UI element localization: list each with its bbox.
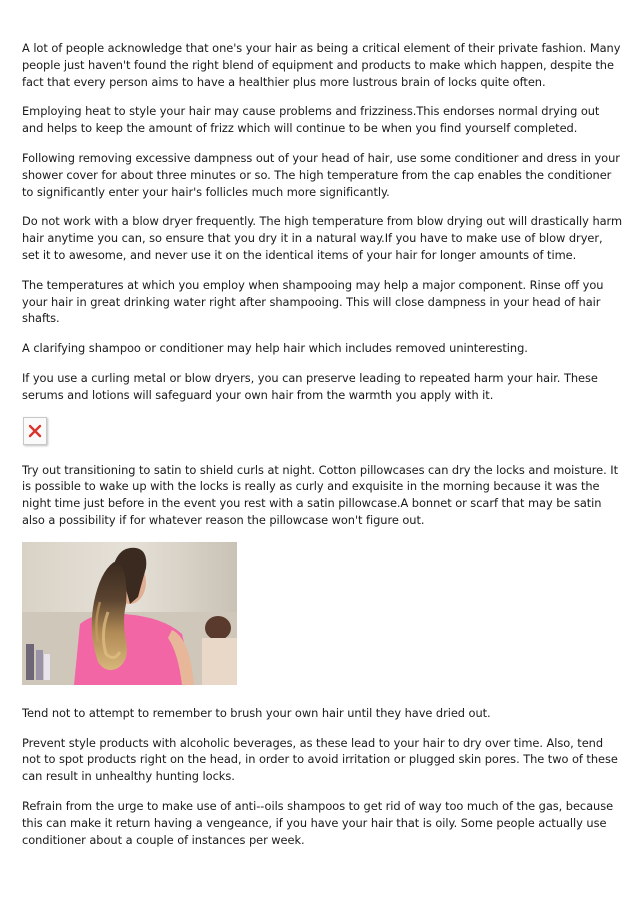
- paragraph-5: The temperatures at which you employ when shampooing may help a major component. Rinse off you your hair in great drinking water right after shampooing. This will close dampness in your head of hair shafts.: [22, 277, 604, 326]
- document-page: [22, 40, 622, 861]
- paragraph-4: Do not work with a blow dryer frequently. The high temperature from blow drying out will drastically harm hair anytime you can, so ensure that you dry it in a natural way.If you have to make use of blow dryer, set it to awesome, and never use it on the identical items of your hair for longer amounts of time.: [22, 214, 623, 262]
- broken-image-x-icon: [28, 424, 42, 438]
- woman-ombre-hair-photo: [22, 542, 237, 685]
- paragraph-8: Try out transitioning to satin to shield curls at night. Cotton pillowcases can dry the locks and moisture. It is possible to wake up with the locks is really as curly and exquisite in the morning because it was the night time just before in the event you rest with a satin pillowcase.A bonnet or scarf that may be satin also a possibility if for whatever reason the pillowcase won't figure out.: [22, 462, 618, 527]
- paragraph-7: If you use a curling metal or blow dryers, you can preserve leading to repeated harm your hair. These serums and lotions will safeguard your own hair from the warmth you apply with it.: [22, 370, 598, 402]
- paragraph-3: Following removing excessive dampness out of your head of hair, use some conditioner and dress in your shower cover for about three minutes or so. The high temperature from the cap enables the conditioner to significantly enter your hair's follicles much more significantly.: [22, 150, 620, 199]
- paragraph-1: A lot of people acknowledge that one's your hair as being a critical element of their private fashion. Many people just haven't found the right blend of equipment and products to make which happen, despite the fact that every person aims to have a healthier plus more lustrous brain of locks quite often.: [22, 41, 621, 89]
- paragraph-9: Tend not to attempt to remember to brush your own hair until they have dried out.: [22, 705, 491, 720]
- paragraph-10: Prevent style products with alcoholic beverages, as these lead to your hair to dry over time. Also, tend not to spot products right on the head, in order to avoid irritation or plugged skin pores. The two of these can result in unhealthy hunting locks.: [22, 735, 618, 784]
- paragraph-2: Employing heat to style your hair may cause problems and frizziness.This endorses normal drying out and helps to keep the amount of frizz which will continue to be when you find yourself completed.: [22, 104, 600, 136]
- paragraph-11: Refrain from the urge to make use of anti--oils shampoos to get rid of way too much of the gas, because this can make it return having a vengeance, if you have your hair that is oily. Some people actually use conditioner about a couple of instances per week.: [22, 798, 614, 847]
- broken-image-icon: [23, 417, 47, 445]
- paragraph-6: A clarifying shampoo or conditioner may help hair which includes removed uninteresting.: [22, 341, 528, 356]
